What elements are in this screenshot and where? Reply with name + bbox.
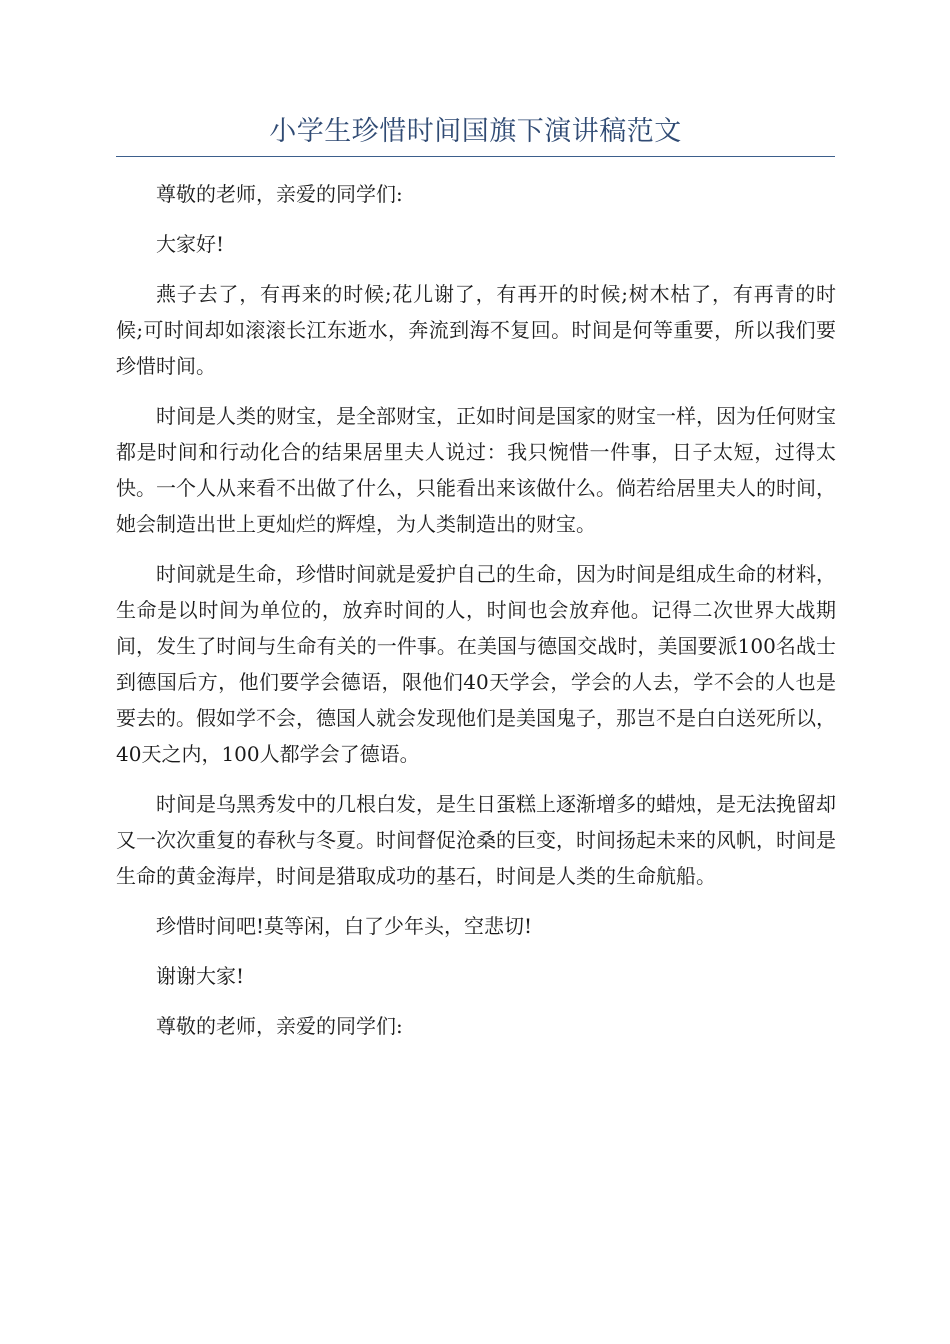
body-paragraph-metaphors: 时间是乌黑秀发中的几根白发，是生日蛋糕上逐渐增多的蜡烛，是无法挽留却又一次次重复的春秋与冬夏。时间督促沧桑的巨变，时间扬起未来的风帆，时间是生命的黄金海岸，时间是猎取成功的基石，时间是人类的生命航船。 xyxy=(116,792,836,888)
body-paragraph-swallows: 燕子去了，有再来的时候;花儿谢了，有再开的时候;树木枯了，有再青的时候;可时间却如滚滚长江东逝水，奔流到海不复回。时间是何等重要，所以我们要珍惜时间。 xyxy=(116,282,836,378)
document-body xyxy=(116,176,836,1058)
greeting-paragraph: 尊敬的老师，亲爱的同学们: xyxy=(156,182,403,206)
hello-paragraph: 大家好! xyxy=(156,232,225,256)
thanks-paragraph: 谢谢大家! xyxy=(156,964,245,988)
body-paragraph-treasure: 时间是人类的财宝，是全部财宝，正如时间是国家的财宝一样，因为任何财宝都是时间和行动化合的结果居里夫人说过：我只惋惜一件事，日子太短，过得太快。一个人从来看不出做了什么，只能看出来该做什么。倘若给居里夫人的时间，她会制造出世上更灿烂的辉煌，为人类制造出的财宝。 xyxy=(116,404,836,536)
exhortation-paragraph: 珍惜时间吧!莫等闲，白了少年头，空悲切! xyxy=(156,914,533,938)
body-paragraph-life: 时间就是生命，珍惜时间就是爱护自己的生命，因为时间是组成生命的材料，生命是以时间为单位的，放弃时间的人，时间也会放弃他。记得二次世界大战期间，发生了时间与生命有关的一件事。在美国与德国交战时，美国要派100名战士到德国后方，他们要学会德语，限他们40天学会，学会的人去，学不会的人也是要去的。假如学不会，德国人就会发现他们是美国鬼子，那岂不是白白送死所以，40天之内，100人都学会了德语。 xyxy=(116,562,836,766)
document-title: 小学生珍惜时间国旗下演讲稿范文 xyxy=(269,116,682,147)
greeting-paragraph-repeat: 尊敬的老师，亲爱的同学们: xyxy=(156,1014,403,1038)
title-block xyxy=(116,112,835,157)
